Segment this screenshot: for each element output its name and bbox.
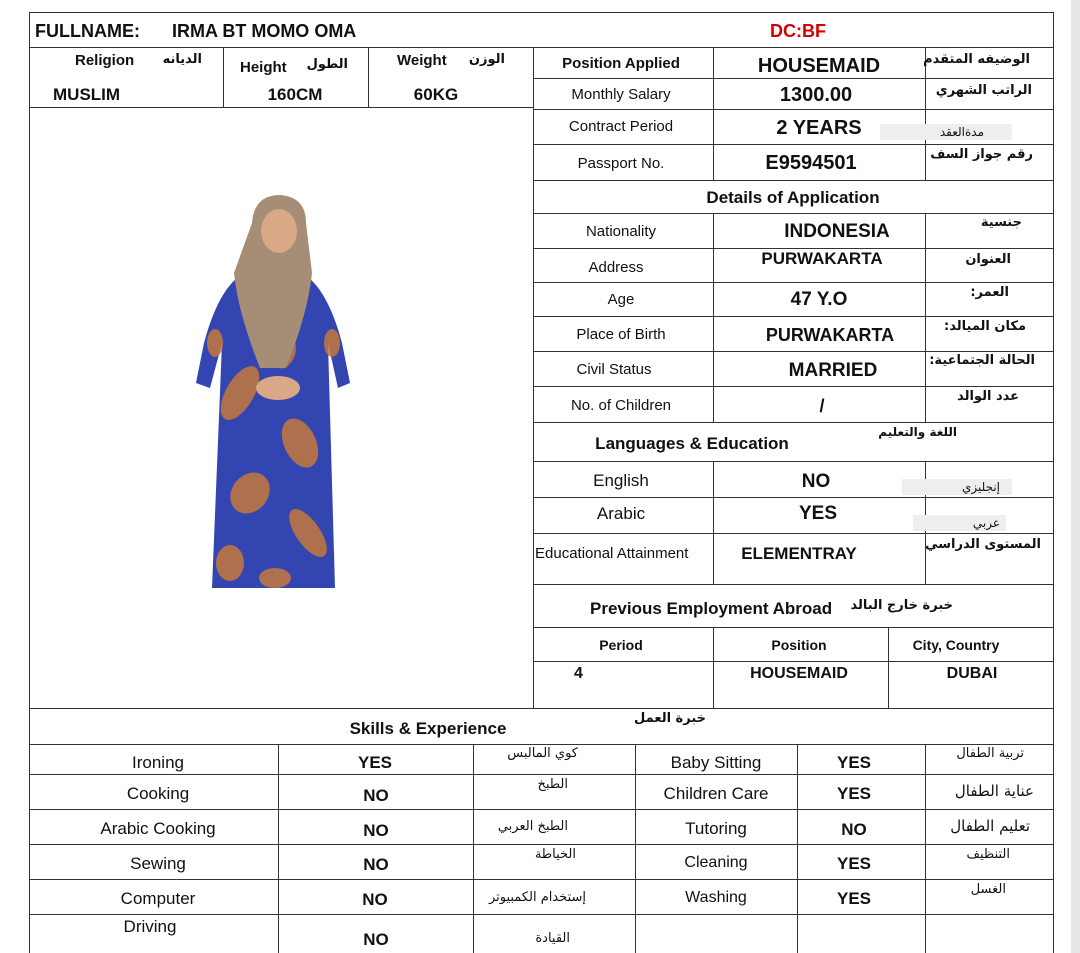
english-arabic: إنجليزي bbox=[902, 479, 1012, 495]
age-label: Age bbox=[607, 291, 635, 308]
arabic-arabic: عربي bbox=[913, 515, 1006, 531]
civil-status-label: Civil Status bbox=[576, 361, 652, 378]
skill-baby-sitting-label: Baby Sitting bbox=[670, 753, 762, 772]
monthly-salary-value: 1300.00 bbox=[779, 84, 853, 106]
skills-title-arabic: خبرة العمل bbox=[634, 711, 706, 726]
nationality-arabic: جنسية bbox=[980, 215, 1022, 230]
skill-children-care-label: Children Care bbox=[663, 784, 769, 803]
arabic-label: Arabic bbox=[596, 504, 646, 523]
weight-arabic-label: الوزن bbox=[468, 52, 505, 67]
contract-period-arabic: مدةالعقد bbox=[880, 124, 1012, 140]
children-arabic: عدد الوالد bbox=[957, 389, 1019, 404]
details-title: Details of Application bbox=[706, 188, 880, 207]
employment-title-arabic: خبرة خارج البالد bbox=[850, 598, 953, 613]
height-arabic-label: الطول bbox=[306, 57, 348, 72]
skill-arabic-cooking-label: Arabic Cooking bbox=[100, 819, 216, 838]
fullname-value: IRMA BT MOMO OMA bbox=[172, 21, 357, 41]
monthly-salary-label: Monthly Salary bbox=[571, 86, 671, 103]
civil-status-value: MARRIED bbox=[788, 360, 878, 381]
place-of-birth-value: PURWAKARTA bbox=[765, 325, 895, 345]
arabic-value: YES bbox=[798, 503, 838, 524]
skill-driving-label: Driving bbox=[123, 917, 177, 936]
skills-title: Skills & Experience bbox=[349, 719, 507, 738]
position-applied-label: Position Applied bbox=[562, 55, 680, 72]
children-value: / bbox=[819, 396, 825, 416]
education-label: Educational Attainment bbox=[535, 545, 689, 562]
education-value: ELEMENTRAY bbox=[741, 544, 857, 563]
skill-ironing-arabic: كوي المالبس bbox=[507, 746, 578, 761]
education-arabic: المستوى الدراسي bbox=[925, 537, 1041, 552]
address-arabic: العنوان bbox=[965, 252, 1011, 267]
languages-title-arabic: اللغة والتعليم bbox=[878, 425, 957, 439]
english-value: NO bbox=[801, 471, 831, 492]
skill-computer-arabic: إستخدام الكمبيوتر bbox=[488, 890, 586, 905]
skill-computer-label: Computer bbox=[120, 889, 196, 908]
height-label: Height bbox=[240, 59, 287, 76]
passport-value: E9594501 bbox=[765, 152, 857, 174]
page-edge-shadow bbox=[1071, 0, 1080, 953]
skill-driving-arabic: القيادة bbox=[535, 931, 570, 946]
skill-ironing-label: Ironing bbox=[132, 753, 184, 772]
religion-value: MUSLIM bbox=[53, 85, 121, 104]
skill-tutoring-value: NO bbox=[841, 820, 867, 839]
contract-period-label: Contract Period bbox=[568, 118, 674, 135]
age-arabic: العمر: bbox=[970, 285, 1009, 300]
passport-label: Passport No. bbox=[577, 155, 665, 172]
skill-sewing-label: Sewing bbox=[130, 854, 186, 873]
religion-arabic-label: الديانه bbox=[162, 52, 202, 67]
monthly-salary-arabic: الراتب الشهري bbox=[935, 83, 1032, 98]
employment-title: Previous Employment Abroad bbox=[590, 599, 833, 618]
place-of-birth-arabic: مكان الميالد: bbox=[944, 319, 1026, 334]
civil-status-arabic: الحالة الجتماعية: bbox=[929, 353, 1035, 368]
skill-baby-sitting-value: YES bbox=[836, 753, 872, 772]
skill-washing-label: Washing bbox=[685, 889, 747, 906]
period-header: Period bbox=[599, 637, 643, 653]
skill-cleaning-value: YES bbox=[836, 854, 872, 873]
skill-arabic-cooking-arabic: الطبخ العربي bbox=[497, 819, 568, 834]
skill-cleaning-arabic: التنظيف bbox=[966, 847, 1010, 862]
position-header: Position bbox=[771, 637, 827, 653]
skill-children-care-value: YES bbox=[836, 784, 872, 803]
passport-arabic: رقم جواز السف bbox=[930, 147, 1033, 162]
children-label: No. of Children bbox=[570, 397, 672, 414]
city-country-header: City, Country bbox=[912, 637, 1000, 653]
skill-cooking-value: NO bbox=[363, 786, 389, 805]
skill-tutoring-arabic: تعليم الطفال bbox=[950, 817, 1030, 835]
skill-cooking-label: Cooking bbox=[126, 784, 190, 803]
age-value: 47 Y.O bbox=[790, 289, 848, 310]
weight-value: 60KG bbox=[413, 85, 459, 104]
position-applied-value: HOUSEMAID bbox=[757, 55, 881, 77]
place-of-birth-label: Place of Birth bbox=[576, 326, 666, 343]
skill-sewing-arabic: الخياطة bbox=[534, 847, 576, 862]
english-label: English bbox=[593, 471, 649, 490]
skill-children-care-arabic: عناية الطفال bbox=[954, 782, 1034, 800]
skill-cleaning-label: Cleaning bbox=[684, 854, 748, 871]
languages-title: Languages & Education bbox=[595, 434, 789, 453]
address-label: Address bbox=[588, 259, 644, 276]
skill-arabic-cooking-value: NO bbox=[363, 821, 389, 840]
nationality-value: INDONESIA bbox=[784, 221, 890, 242]
fullname-label: FULLNAME: bbox=[35, 21, 140, 41]
employment-location: DUBAI bbox=[946, 665, 998, 682]
applicant-photo bbox=[190, 193, 355, 593]
weight-label: Weight bbox=[397, 52, 447, 69]
employment-period: 4 bbox=[574, 665, 583, 682]
skill-tutoring-label: Tutoring bbox=[685, 819, 747, 838]
skill-baby-sitting-arabic: تربية الطفال bbox=[956, 746, 1024, 761]
nationality-label: Nationality bbox=[585, 223, 657, 240]
contract-period-value: 2 YEARS bbox=[776, 117, 862, 139]
employment-position: HOUSEMAID bbox=[750, 665, 848, 682]
skill-driving-value: NO bbox=[363, 930, 389, 949]
skill-washing-value: YES bbox=[836, 889, 872, 908]
religion-label: Religion bbox=[75, 52, 135, 69]
address-value: PURWAKARTA bbox=[761, 249, 883, 268]
skill-sewing-value: NO bbox=[363, 855, 389, 874]
height-value: 160CM bbox=[267, 85, 323, 104]
skill-washing-arabic: الغسل bbox=[970, 882, 1006, 897]
skill-computer-value: NO bbox=[362, 890, 388, 909]
position-applied-arabic: الوضيفه المتقدم bbox=[923, 52, 1030, 67]
dc-code: DC:BF bbox=[770, 21, 826, 41]
skill-ironing-value: YES bbox=[357, 753, 393, 772]
skill-cooking-arabic: الطبخ bbox=[537, 777, 568, 792]
